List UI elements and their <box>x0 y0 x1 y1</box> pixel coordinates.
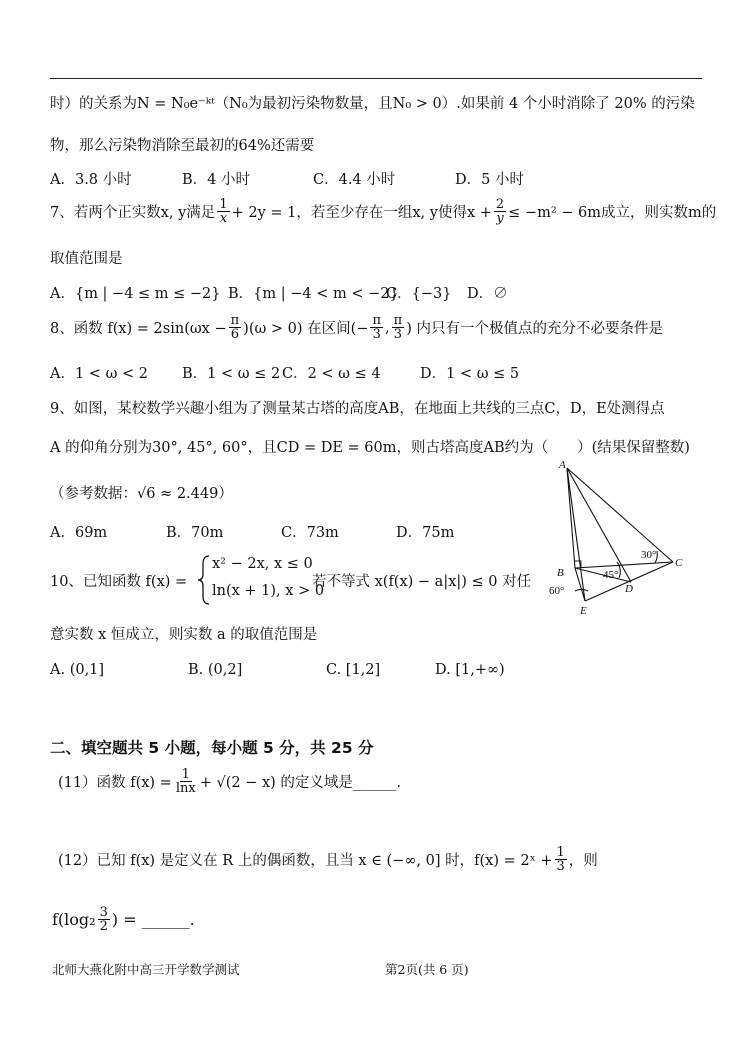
q9-reference: （参考数据：√6 ≈ 2.449） <box>50 486 233 502</box>
q8-frac1-den: 6 <box>230 327 240 342</box>
q12-fraction-2 <box>98 906 110 933</box>
q7-frac1-den: x <box>219 211 228 226</box>
footer-school-title: 北师大燕化附中高三开学数学测试 <box>52 962 240 977</box>
section-2-heading: 二、填空题共 5 小题，每小题 5 分，共 25 分 <box>50 739 374 757</box>
label-e: E <box>580 605 587 617</box>
q9-tower-figure <box>545 458 695 618</box>
q6-line1: 时）的关系为N = N₀e⁻ᵏᵗ（N₀为最初污染物数量，且N₀ > 0）.如果前 4 个小时消除了 20% 的污染 <box>50 96 695 112</box>
label-a: A <box>559 459 566 471</box>
q7-frac2-num: 2 <box>495 197 505 212</box>
angle-label-45: 45° <box>603 569 619 581</box>
label-d: D <box>625 583 633 595</box>
q7-line1 <box>50 198 716 225</box>
q8-fraction-3 <box>392 314 405 341</box>
q9-option-d: D．75m <box>396 525 455 541</box>
line-ec <box>585 562 673 601</box>
q8-text-b: )(ω > 0) 在区间(− <box>243 321 369 337</box>
q7-option-c: C．{−3} <box>386 286 452 302</box>
q8-frac3-num: π <box>393 313 403 328</box>
q7-frac2-den: y <box>496 211 504 226</box>
angle-label-30: 30° <box>641 549 657 561</box>
q7-frac1-num: 1 <box>219 197 228 212</box>
q12-frac1-num: 1 <box>556 845 565 860</box>
q8-text-c: , <box>385 319 390 336</box>
q9-line1: 9、如图，某校数学兴趣小组为了测量某古塔的高度AB，在地面上共线的三点C，D，E处测得点 <box>50 401 665 417</box>
q12-text-a: (12）已知 f(x) 是定义在 R 上的偶函数，且当 x ∈ (−∞, 0] 时，f(x) = 2ˣ + <box>58 853 553 869</box>
q9-option-c: C．73m <box>281 525 339 541</box>
q7-text-c: ≤ −m² − 6m成立，则实数m的 <box>508 205 717 221</box>
q12-text-d: ) = ______. <box>111 910 195 929</box>
q8-frac1-num: π <box>230 313 240 328</box>
q10-option-d: D. [1,+∞) <box>435 662 505 678</box>
q8-option-c: C．2 < ω ≤ 4 <box>282 366 381 382</box>
q7-fraction-2 <box>494 198 506 225</box>
q10-option-a: A. (0,1] <box>50 662 105 678</box>
footer-page-number: 第2页(共 6 页) <box>385 962 469 977</box>
q10-case-2: ln(x + 1), x > 0 <box>212 583 325 599</box>
q8-fraction-1 <box>229 314 242 341</box>
q7-option-b: B．{m | −4 < m < −2} <box>228 286 399 302</box>
header-rule <box>50 78 702 79</box>
q8-frac2-den: 3 <box>372 327 381 342</box>
q8-text-d: ) 内只有一个极值点的充分不必要条件是 <box>406 321 663 337</box>
q12-line2 <box>52 906 195 933</box>
q8-fraction-2 <box>370 314 383 341</box>
q10-case-1: x² − 2x, x ≤ 0 <box>212 556 313 572</box>
line-be <box>575 568 585 601</box>
q8-line1 <box>50 314 663 341</box>
q12-line1 <box>58 846 598 873</box>
q8-frac2-num: π <box>372 313 382 328</box>
q7-text-b: + 2y = 1，若至少存在一组x, y使得x + <box>231 205 492 221</box>
q9-line2: A 的仰角分别为30°, 45°, 60°，且CD = DE = 60m，则古塔高度AB约为（ ）(结果保留整数) <box>50 440 690 456</box>
q12-text-b: ，则 <box>568 853 598 869</box>
q8-option-d: D．1 < ω ≤ 5 <box>420 366 520 382</box>
q7-fraction-1 <box>217 198 229 225</box>
q10-option-b: B. (0,2] <box>188 662 243 678</box>
label-b: B <box>557 567 564 579</box>
q6-option-c: C．4.4 小时 <box>313 172 396 188</box>
line-ac <box>567 468 673 562</box>
q10-line2: 意实数 x 恒成立，则实数 a 的取值范围是 <box>50 627 318 643</box>
line-bc <box>575 562 673 568</box>
q7-line2: 取值范围是 <box>50 251 123 267</box>
q10-prefix: 10、已知函数 f(x) = <box>50 574 188 590</box>
q6-option-d: D．5 小时 <box>455 172 524 188</box>
q11-frac-den: lnx <box>175 781 196 796</box>
q8-text-a: 8、函数 f(x) = 2sin(ωx − <box>50 321 227 337</box>
q8-option-b: B．1 < ω ≤ 2 <box>182 366 281 382</box>
q11-frac-num: 1 <box>181 767 190 782</box>
q8-frac3-den: 3 <box>393 327 403 342</box>
q10-option-c: C. [1,2] <box>326 662 381 678</box>
q11-line <box>58 768 401 795</box>
q12-frac1-den: 3 <box>556 859 565 874</box>
q12-frac2-num: 3 <box>99 905 108 920</box>
q12-frac2-den: 2 <box>99 919 108 934</box>
q11-suffix: + √(2 − x) 的定义域是______. <box>199 775 402 791</box>
q6-line2: 物，那么污染物消除至最初的64%还需要 <box>50 138 315 154</box>
q6-option-b: B．4 小时 <box>182 172 250 188</box>
q8-option-a: A．1 < ω < 2 <box>50 366 148 382</box>
q7-option-a: A．{m | −4 ≤ m ≤ −2} <box>50 286 221 302</box>
q7-text-a: 7、若两个正实数x, y满足 <box>50 205 216 221</box>
q9-option-a: A．69m <box>50 525 108 541</box>
q6-option-a: A．3.8 小时 <box>50 172 132 188</box>
label-c: C <box>675 557 683 569</box>
angle-label-60: 60° <box>549 585 565 597</box>
q9-option-b: B．70m <box>166 525 224 541</box>
q12-text-c: f(log₂ <box>52 910 96 929</box>
q11-prefix: (11）函数 f(x) = <box>58 775 172 791</box>
q12-fraction-1 <box>555 846 567 873</box>
q10-brace <box>197 554 211 606</box>
q11-fraction <box>174 768 198 795</box>
q10-suffix: 若不等式 x(f(x) − a|x|) ≤ 0 对任 <box>312 574 532 590</box>
q7-option-d: D．∅ <box>467 286 508 302</box>
line-ae <box>567 468 585 601</box>
